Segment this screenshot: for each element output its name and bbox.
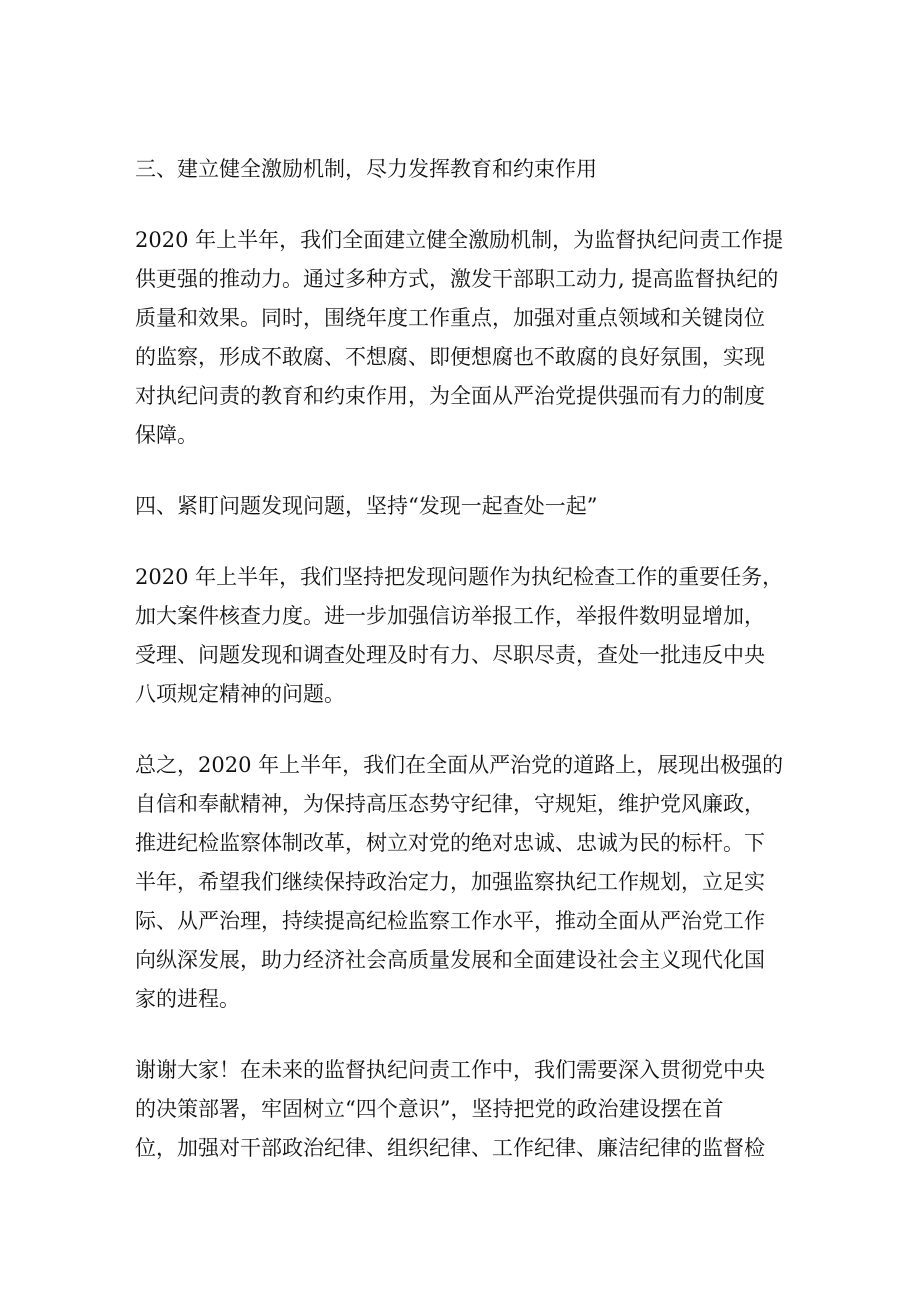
paragraph-line: 对执纪问责的教育和约束作用，为全面从严治党提供强而有力的制度 bbox=[135, 384, 765, 408]
paragraph-line: 受理、问题发现和调查处理及时有力、尽职尽责，查处一批违反中央 bbox=[135, 643, 765, 667]
paragraph-line: 半年，希望我们继续保持政治定力，加强监察执纪工作规划，立足实 bbox=[135, 870, 765, 894]
paragraph-line: 八项规定精神的问题。 bbox=[135, 682, 345, 706]
paragraph-line: 2020 年上半年，我们坚持把发现问题作为执纪检查工作的重要任务， bbox=[135, 565, 784, 589]
paragraph-line: 质量和效果。同时，围绕年度工作重点，加强对重点领域和关键岗位 bbox=[135, 306, 765, 330]
paragraph-line: 谢谢大家！在未来的监督执纪问责工作中，我们需要深入贯彻党中央 bbox=[135, 1058, 765, 1082]
paragraph-line: 家的进程。 bbox=[135, 987, 240, 1011]
paragraph-line: 位，加强对干部政治纪律、组织纪律、工作纪律、廉洁纪律的监督检 bbox=[135, 1136, 765, 1160]
paragraph-line: 推进纪检监察体制改革，树立对党的绝对忠诚、忠诚为民的标杆。下 bbox=[135, 831, 765, 855]
section-3-heading: 三、建立健全激励机制，尽力发挥教育和约束作用 bbox=[135, 157, 597, 181]
paragraph-line: 的决策部署，牢固树立“四个意识”，坚持把党的政治建设摆在首 bbox=[135, 1097, 724, 1121]
closing-paragraph bbox=[135, 1051, 795, 1168]
paragraph-line: 保障。 bbox=[135, 423, 198, 447]
paragraph-line: 的监察，形成不敢腐、不想腐、即便想腐也不敢腐的良好氛围，实现 bbox=[135, 345, 765, 369]
paragraph-line: 际、从严治理，持续提高纪检监察工作水平，推动全面从严治党工作 bbox=[135, 909, 765, 933]
summary-paragraph bbox=[135, 746, 795, 1019]
section-4-heading: 四、紧盯问题发现问题，坚持“发现一起查处一起” bbox=[135, 494, 598, 518]
paragraph-line: 向纵深发展，助力经济社会高质量发展和全面建设社会主义现代化国 bbox=[135, 948, 765, 972]
paragraph-line: 供更强的推动力。通过多种方式，激发干部职工动力, 提高监督执纪的 bbox=[135, 267, 779, 291]
paragraph-line: 2020 年上半年，我们全面建立健全激励机制，为监督执纪问责工作提 bbox=[135, 228, 784, 252]
section-3-paragraph bbox=[135, 221, 795, 455]
section-4-paragraph bbox=[135, 558, 795, 714]
paragraph-line: 加大案件核查力度。进一步加强信访举报工作，举报件数明显增加， bbox=[135, 604, 765, 628]
document-body bbox=[135, 150, 795, 1200]
paragraph-line: 总之，2020 年上半年，我们在全面从严治党的道路上，展现出极强的 bbox=[135, 753, 784, 777]
paragraph-line: 自信和奉献精神，为保持高压态势守纪律，守规矩，维护党风廉政， bbox=[135, 792, 765, 816]
